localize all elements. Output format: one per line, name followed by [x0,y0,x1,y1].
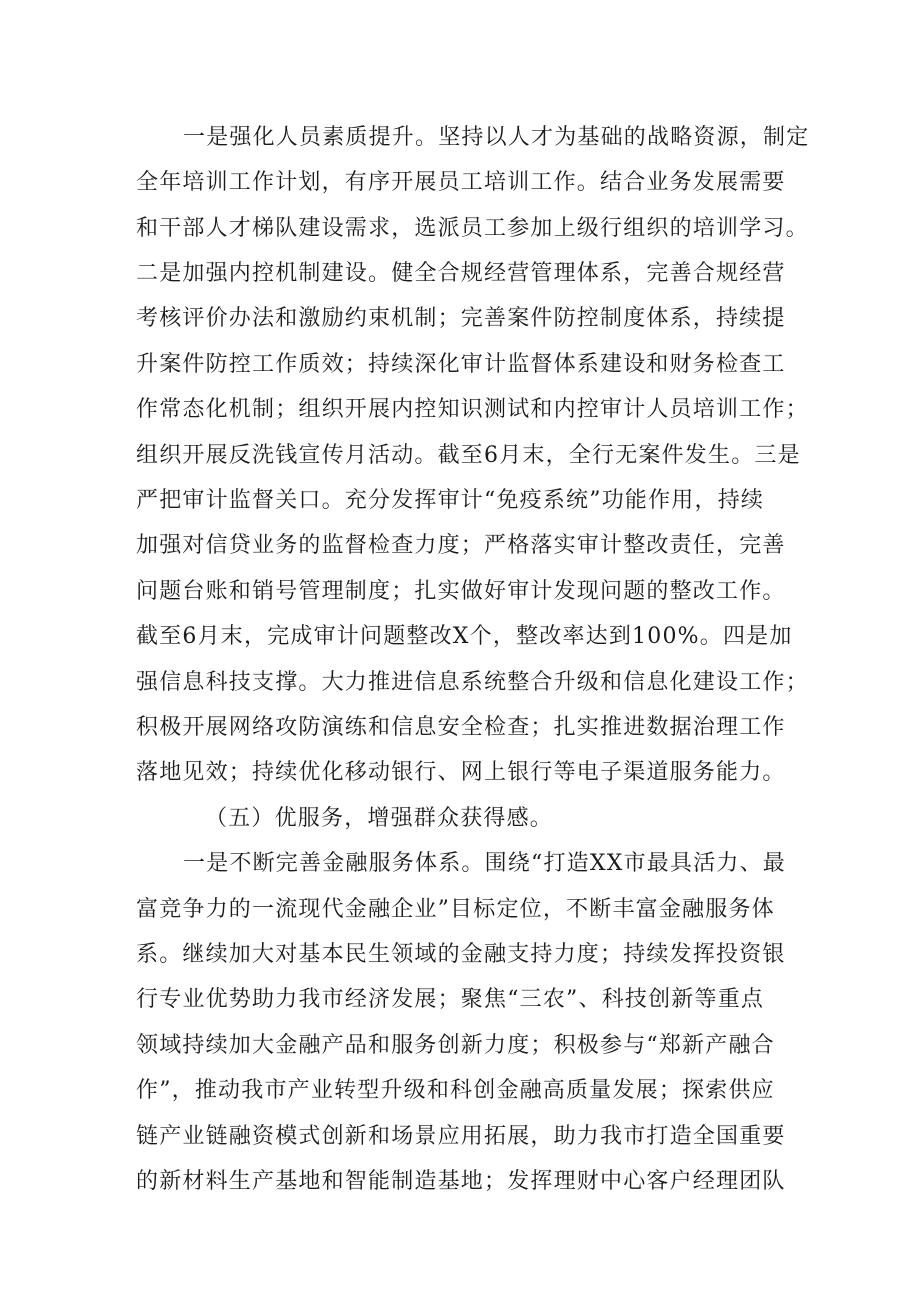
paragraph-line: 和干部人才梯队建设需求，选派员工参加上级行组织的培训学习。 [136,216,809,241]
section-heading: （五）优服务，增强群众获得感。 [205,806,554,831]
paragraph-line: 考核评价办法和激励约束机制；完善案件防控制度体系，持续提 [136,306,786,331]
paragraph-line: 链产业链融资模式创新和场景应用拓展，助力我市打造全国重要 [136,1124,786,1149]
paragraph-line: 问题台账和销号管理制度；扎实做好审计发现问题的整改工作。 [136,579,786,604]
paragraph-line: 作常态化机制；组织开展内控知识测试和内控审计人员培训工作； [136,397,809,422]
paragraph-line: 落地见效；持续优化移动银行、网上银行等电子渠道服务能力。 [136,760,786,785]
paragraph-line: 的新材料生产基地和智能制造基地；发挥理财中心客户经理团队 [136,1169,786,1194]
paragraph-line: 升案件防控工作质效；持续深化审计监督体系建设和财务检查工 [136,352,786,377]
paragraph-line: 全年培训工作计划，有序开展员工培训工作。结合业务发展需要 [136,170,786,195]
paragraph-line: 截至6月末，完成审计问题整改X个，整改率达到100%。四是加 [136,624,793,649]
paragraph-line: 加强对信贷业务的监督检查力度；严格落实审计整改责任，完善 [136,533,786,558]
paragraph-line: 一是强化人员素质提升。坚持以人才为基础的战略资源，制定 [183,125,810,150]
paragraph-line: 组织开展反洗钱宣传月活动。截至6月末，全行无案件发生。三是 [136,443,801,468]
paragraph-line: 富竞争力的一流现代金融企业”目标定位，不断丰富金融服务体 [136,897,775,922]
paragraph-line: 领域持续加大金融产品和服务创新力度；积极参与“郑新产融合 [136,1033,775,1058]
paragraph-line: 强信息科技支撑。大力推进信息系统整合升级和信息化建设工作； [136,670,809,695]
paragraph-line: 积极开展网络攻防演练和信息安全检查；扎实推进数据治理工作 [136,715,786,740]
paragraph-line: 系。继续加大对基本民生领域的金融支持力度；持续发挥投资银 [136,942,786,967]
paragraph-line: 作”，推动我市产业转型升级和科创金融高质量发展；探索供应 [136,1078,775,1103]
paragraph-line: 二是加强内控机制建设。健全合规经营管理体系，完善合规经营 [136,261,786,286]
paragraph-line: 严把审计监督关口。充分发挥审计“免疫系统”功能作用，持续 [136,488,765,513]
paragraph-line: 一是不断完善金融服务体系。围绕“打造XX市最具活力、最 [183,851,786,876]
paragraph-line: 行专业优势助力我市经济发展；聚焦“三农”、科技创新等重点 [136,987,765,1012]
